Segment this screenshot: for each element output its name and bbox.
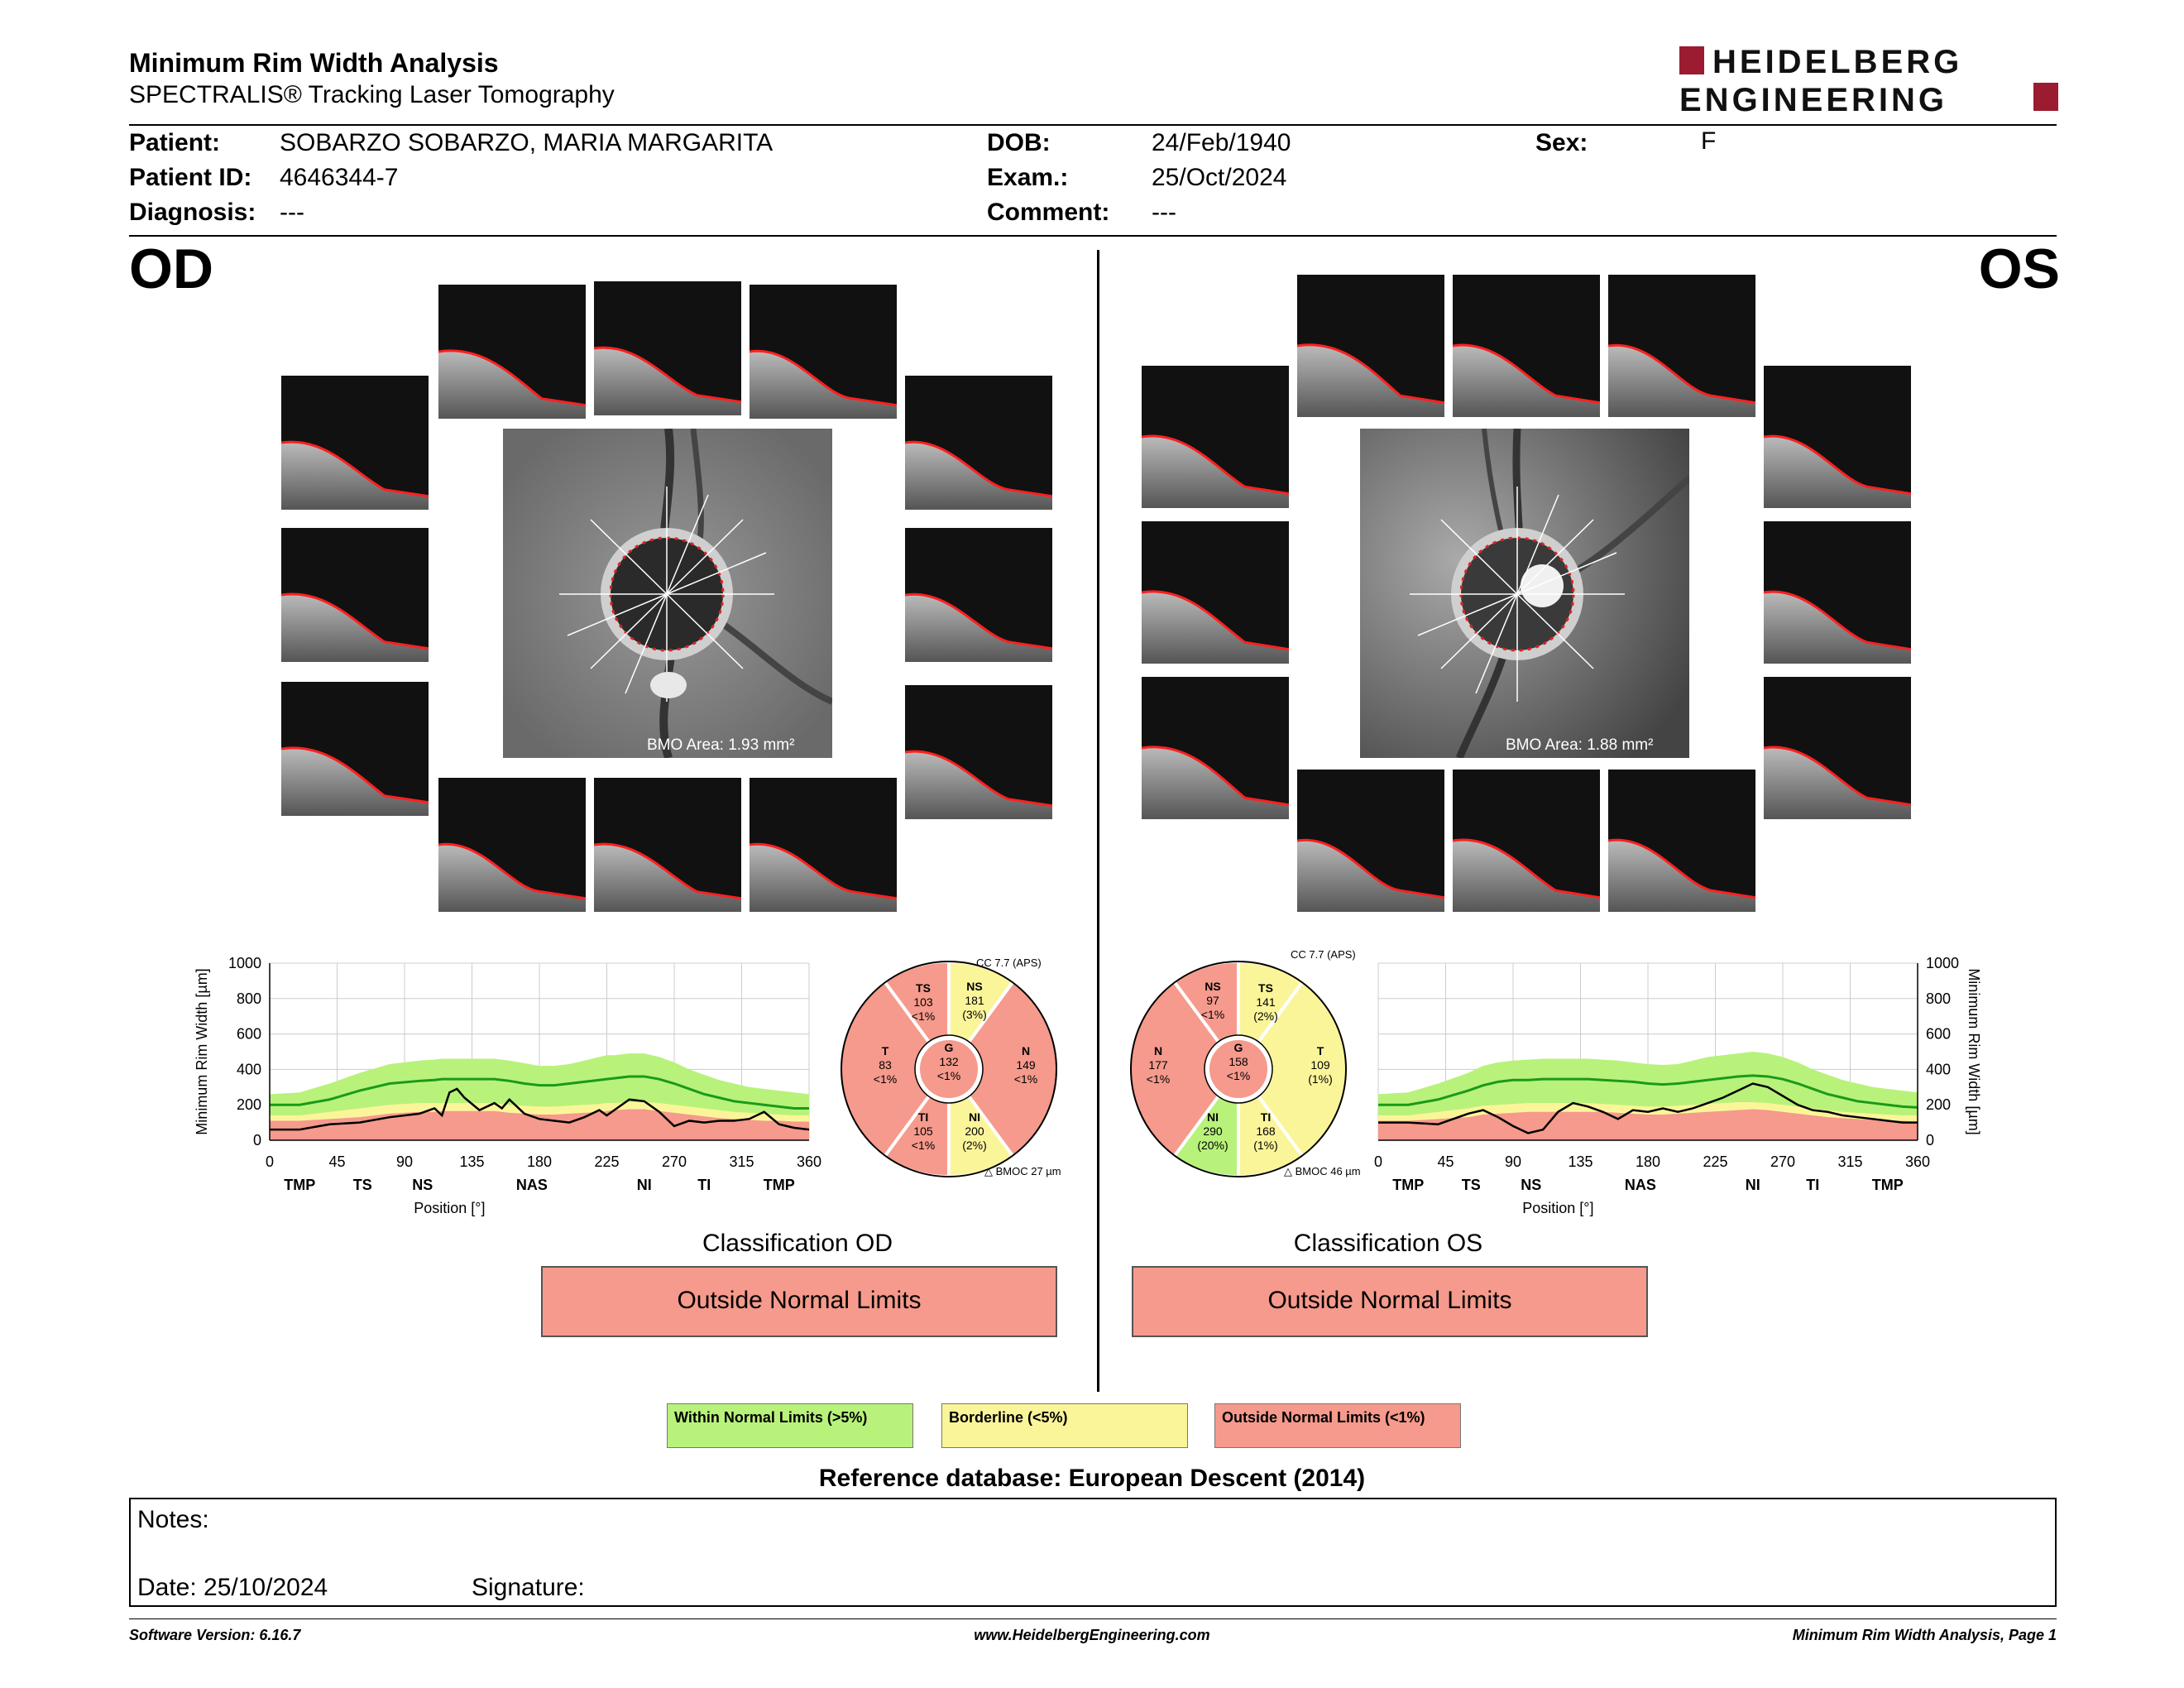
sector-axis-label: TS [1461,1177,1481,1193]
sector-percentile: <1% [911,1139,936,1152]
footer-rule [129,1618,2057,1619]
legend-outside: Outside Normal Limits (<1%) [1214,1403,1461,1448]
sector-ti [898,1110,948,1153]
sector-axis-label: NS [1521,1177,1542,1193]
dob-value: 24/Feb/1940 [1152,129,1291,156]
os-bmo-area: BMO Area: 1.88 mm² [1506,736,1654,754]
heidelberg-logo [1679,43,2060,117]
sector-label: N [1021,1044,1031,1057]
od-bmoc: △ BMOC 27 µm [984,1165,1061,1177]
sector-value: 132 [939,1055,959,1068]
os-mrw-chart [1365,952,2010,1233]
x-tick-label: 315 [729,1153,754,1170]
center-divider [1097,250,1099,1392]
oct-bscan-image [1764,366,1911,508]
oct-bscan-image [438,778,586,912]
x-tick-label: 225 [594,1153,620,1170]
sector-percentile: <1% [1146,1072,1171,1086]
x-tick-label: 45 [1437,1153,1454,1170]
sector-t [1296,1044,1345,1086]
x-tick-label: 180 [526,1153,553,1170]
oct-bscan-image [281,682,429,816]
x-tick-label: 270 [661,1153,687,1170]
sector-value: 200 [965,1125,984,1138]
y-tick-label: 600 [236,1025,261,1043]
exam-value: 25/Oct/2024 [1152,164,1287,191]
oct-bscan-image [1297,770,1444,912]
patient-name: SOBARZO SOBARZO, MARIA MARGARITA [280,129,774,156]
x-tick-label: 270 [1770,1153,1796,1170]
sector-value: 158 [1228,1055,1248,1068]
x-tick-label: 90 [395,1153,414,1170]
sector-percentile: (3%) [962,1008,987,1021]
sector-percentile: <1% [873,1072,898,1086]
od-cc: CC 7.7 (APS) [976,957,1042,969]
svg-text:HEIDELBERG: HEIDELBERG [1712,44,1963,80]
header-rule [129,124,2057,126]
oct-bscan-image [1764,677,1911,819]
od-heading: OD [129,237,213,300]
sector-axis-label: NAS [515,1177,548,1193]
sector-label: NS [1205,980,1221,993]
diagnosis-value: --- [280,199,304,226]
oct-bscan-image [1608,770,1755,912]
patient-id-label: Patient ID: [129,164,252,191]
x-tick-label: 315 [1837,1153,1863,1170]
oct-bscan-image [281,528,429,662]
patient-id: 4646344-7 [280,164,399,191]
x-tick-label: 0 [265,1153,275,1170]
oct-bscan-image [1142,366,1289,508]
sector-value: 103 [913,995,933,1009]
sector-percentile: (1%) [1308,1072,1333,1086]
od-bmo-area: BMO Area: 1.93 mm² [647,736,795,754]
od-fundus-image [503,429,832,758]
x-tick-label: 45 [328,1153,346,1170]
sex-label: Sex: [1535,129,1588,156]
oct-bscan-image [281,376,429,510]
y-axis-title: Minimum Rim Width [µm] [1966,968,1982,1135]
sector-g [924,1041,974,1083]
sector-n [1133,1044,1183,1086]
sector-ni [1188,1110,1238,1153]
os-fundus-image [1360,429,1689,758]
oct-bscan-image [750,285,897,419]
sector-label: NI [1207,1110,1219,1124]
sector-ts [1241,981,1291,1024]
os-heading: OS [1978,237,2060,300]
notes-label: Notes: [137,1506,209,1533]
exam-label: Exam.: [987,164,1069,191]
oct-bscan-image [1142,677,1289,819]
oct-bscan-image [594,281,741,415]
sector-axis-label: TS [352,1177,372,1193]
sector-label: TI [1260,1110,1272,1124]
report-title: Minimum Rim Width Analysis [129,48,499,78]
x-tick-label: 135 [1568,1153,1593,1170]
sector-n [1001,1044,1051,1086]
sector-label: G [944,1041,954,1054]
x-tick-label: 0 [1373,1153,1383,1170]
y-tick-label: 1000 [1926,955,1960,971]
sector-ns [1188,980,1238,1022]
sector-value: 149 [1016,1058,1036,1072]
x-axis-title: Position [°] [1522,1200,1594,1216]
oct-bscan-image [1142,521,1289,664]
sector-axis-label: TI [697,1177,711,1193]
sector-g [1214,1041,1263,1083]
sector-percentile: (2%) [962,1139,987,1152]
y-tick-label: 800 [236,990,261,1007]
sector-ns [950,980,999,1022]
sector-percentile: (2%) [1253,1009,1278,1023]
sector-axis-label: TMP [284,1177,316,1193]
sector-value: 109 [1310,1058,1330,1072]
x-tick-label: 225 [1703,1153,1728,1170]
legend-borderline: Borderline (<5%) [941,1403,1188,1448]
notes-box [129,1498,2057,1607]
sector-axis-label: NI [636,1177,652,1193]
sector-percentile: (1%) [1253,1139,1278,1152]
sector-value: 181 [965,994,984,1007]
report-subtitle: SPECTRALIS® Tracking Laser Tomography [129,81,615,108]
oct-bscan-image [905,376,1052,510]
sector-axis-label: NAS [1624,1177,1656,1193]
sector-percentile: <1% [911,1009,936,1023]
sector-axis-label: TI [1806,1177,1820,1193]
sector-percentile: <1% [1013,1072,1038,1086]
sector-value: 83 [879,1058,892,1072]
y-tick-label: 600 [1926,1025,1952,1043]
x-tick-label: 90 [1504,1153,1522,1170]
website-link[interactable]: www.HeidelbergEngineering.com [974,1627,1210,1643]
sector-axis-label: TMP [1871,1177,1904,1193]
sector-label: TS [1258,981,1273,995]
y-tick-label: 200 [1926,1096,1952,1114]
y-axis-title: Minimum Rim Width [µm] [194,968,210,1135]
sector-label: T [1316,1044,1324,1057]
od-bmoc-text: BMOC 27 µm [995,1165,1061,1177]
sector-percentile: <1% [936,1069,961,1082]
os-cc: CC 7.7 (APS) [1291,948,1356,961]
y-tick-label: 0 [252,1132,261,1149]
comment-value: --- [1152,199,1176,226]
sector-value: 177 [1148,1058,1168,1072]
sector-percentile: <1% [1200,1008,1225,1021]
od-classification-box: Outside Normal Limits [541,1266,1057,1337]
sector-label: NI [969,1110,980,1124]
y-tick-label: 800 [1926,990,1952,1007]
y-tick-label: 400 [236,1061,261,1078]
oct-bscan-image [1764,521,1911,664]
sector-axis-label: TMP [1392,1177,1425,1193]
sector-percentile: (20%) [1197,1139,1228,1152]
sector-ni [950,1110,999,1153]
sector-label: TI [917,1110,929,1124]
dob-label: DOB: [987,129,1051,156]
oct-bscan-image [1453,275,1600,417]
patient-label: Patient: [129,129,221,156]
y-tick-label: 400 [1926,1061,1952,1078]
sector-value: 168 [1256,1125,1276,1138]
os-bmoc: △ BMOC 46 µm [1284,1165,1361,1177]
sector-label: T [881,1044,889,1057]
signature-label: Signature: [472,1574,585,1601]
legend-within: Within Normal Limits (>5%) [667,1403,913,1448]
sector-axis-label: NI [1745,1177,1760,1193]
od-mrw-chart [190,952,836,1233]
os-bmoc-text: BMOC 46 µm [1295,1165,1361,1177]
sector-label: G [1233,1041,1243,1054]
sector-label: N [1153,1044,1163,1057]
oct-bscan-image [1297,275,1444,417]
x-tick-label: 180 [1635,1153,1661,1170]
sector-value: 105 [913,1125,933,1138]
software-version: Software Version: 6.16.7 [129,1627,301,1643]
sector-value: 141 [1256,995,1276,1009]
sector-value: 290 [1203,1125,1223,1138]
oct-bscan-image [905,528,1052,662]
comment-label: Comment: [987,199,1110,226]
od-sector-wheel [836,948,1075,1188]
page-number: Minimum Rim Width Analysis, Page 1 [1792,1627,2057,1643]
diagnosis-label: Diagnosis: [129,199,256,226]
sector-ts [898,981,948,1024]
oct-bscan-image [905,685,1052,819]
oct-bscan-image [594,778,741,912]
oct-bscan-image [1608,275,1755,417]
od-classification-title: Classification OD [702,1230,893,1257]
os-classification-box: Outside Normal Limits [1132,1266,1648,1337]
x-tick-label: 135 [459,1153,485,1170]
reference-database: Reference database: European Descent (2014) [818,1465,1366,1492]
sector-value: 97 [1206,994,1219,1007]
oct-bscan-image [750,778,897,912]
sector-percentile: <1% [1226,1069,1251,1082]
y-tick-label: 0 [1926,1132,1935,1149]
date-label: Date: 25/10/2024 [137,1574,328,1601]
svg-text:ENGINEERING: ENGINEERING [1679,82,1948,117]
sex-value: F [1701,127,1717,155]
sector-label: TS [916,981,931,995]
x-axis-title: Position [°] [414,1200,486,1216]
os-classification-title: Classification OS [1293,1230,1483,1257]
sector-axis-label: NS [412,1177,433,1193]
sector-axis-label: TMP [763,1177,795,1193]
x-tick-label: 360 [1904,1153,1931,1170]
sector-ti [1241,1110,1291,1153]
os-sector-wheel [1125,948,1365,1188]
oct-bscan-image [438,285,586,419]
oct-bscan-image [1453,770,1600,912]
y-tick-label: 200 [236,1096,261,1114]
y-tick-label: 1000 [228,955,261,971]
sector-label: NS [966,980,983,993]
x-tick-label: 360 [796,1153,822,1170]
sector-t [860,1044,910,1086]
patient-rule [129,235,2057,237]
